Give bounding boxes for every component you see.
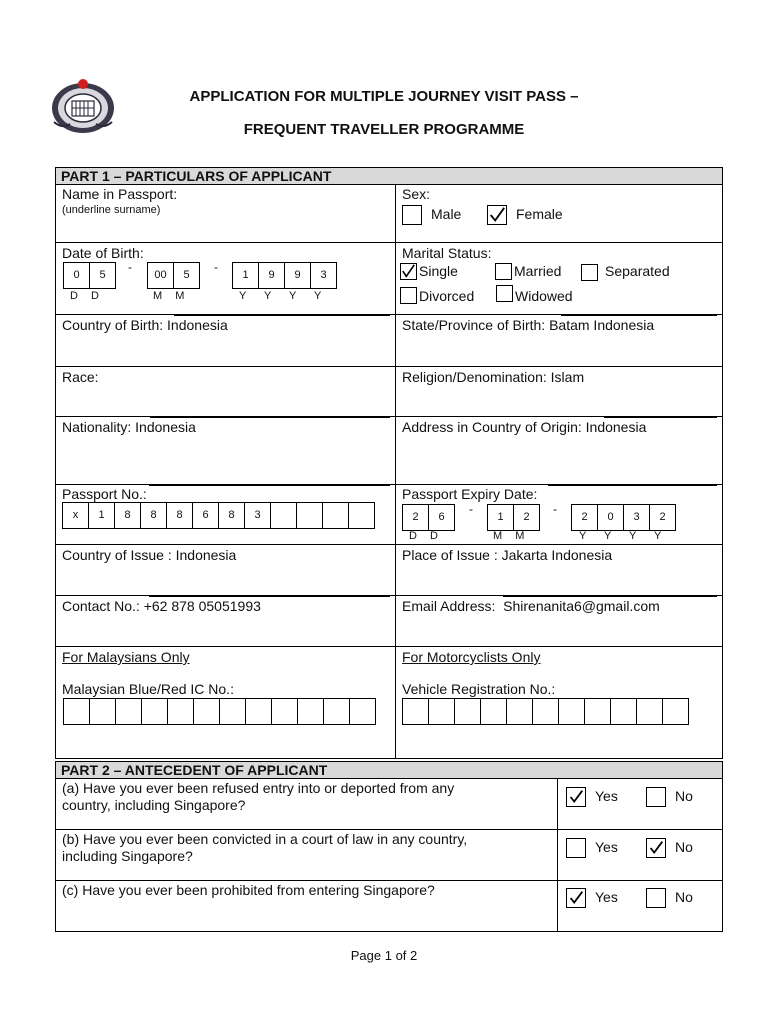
country-birth-label-text: Country of Birth: [62,317,164,333]
underline [548,485,717,486]
vehicle-char[interactable] [610,698,637,725]
question-c-no-label: No [675,889,693,905]
question-c-cell [56,881,558,932]
marital-single-checkbox[interactable] [400,263,417,280]
question-c-yes-label: Yes [595,889,618,905]
religion-value: Islam [550,369,585,385]
passport-char[interactable] [322,502,349,529]
contact-value: +62 878 05051993 [143,598,261,614]
address-label [402,419,646,435]
race-label: Race: [62,369,99,385]
expiry-label: Passport Expiry Date: [402,486,538,502]
email-label-text: Email Address: [402,598,496,614]
expiry-month-letters: M M [493,530,525,542]
issue-country-value: Indonesia [175,547,237,563]
sex-male-label: Male [431,206,462,222]
expiry-year-3[interactable]: 3 [623,504,650,531]
question-b-line2: including Singapore? [62,848,193,864]
expiry-year-1[interactable]: 2 [571,504,598,531]
name-cell[interactable] [56,185,396,243]
part1-header: PART 1 – PARTICULARS OF APPLICANT [56,168,723,185]
state-birth-cell[interactable] [396,315,723,367]
passport-char[interactable]: 3 [244,502,271,529]
ic-char[interactable] [245,698,272,725]
passport-char[interactable]: 6 [192,502,219,529]
underline [150,417,390,418]
ic-char[interactable] [141,698,168,725]
marital-separated-checkbox[interactable] [581,264,598,281]
vehicle-char[interactable] [558,698,585,725]
page-number: Page 1 of 2 [350,948,418,963]
issue-place-cell[interactable] [396,545,723,596]
passport-char[interactable]: 8 [218,502,245,529]
sex-female-checkbox[interactable] [487,205,507,225]
part2-table [55,761,723,932]
email-cell[interactable] [396,596,723,647]
dob-day-1[interactable]: 0 [63,262,90,289]
religion-label-text: Religion/Denomination: [402,369,547,385]
state-birth-value: Batam Indonesia [549,317,655,333]
ic-char[interactable] [89,698,116,725]
underline [149,596,390,597]
vehicle-reg-cell [396,647,723,759]
issue-country-cell[interactable] [56,545,396,596]
sex-cell [396,185,723,243]
dob-day-letters: D D [70,290,99,302]
question-a-no-label: No [675,788,693,804]
vehicle-char[interactable] [480,698,507,725]
date-separator: - [128,260,132,274]
check-icon [567,788,585,806]
issue-country-label-text: Country of Issue : [62,547,172,563]
passport-char[interactable]: 1 [88,502,115,529]
dob-year-4[interactable]: 3 [310,262,337,289]
email-value: Shirenanita6@gmail.com [503,598,660,614]
contact-label [62,598,261,614]
vehicle-number-boxes[interactable] [402,698,689,725]
ic-char[interactable] [297,698,324,725]
expiry-year-2[interactable]: 0 [597,504,624,531]
passport-char[interactable]: x [62,502,89,529]
question-b-no-label: No [675,839,693,855]
passport-char[interactable] [348,502,375,529]
dob-day-2[interactable]: 5 [89,262,116,289]
question-a-no-checkbox[interactable] [646,787,666,807]
expiry-month-2[interactable]: 2 [513,504,540,531]
question-c-line1: (c) Have you ever been prohibited from entering Singapore? [62,882,435,898]
part2-header: PART 2 – ANTECEDENT OF APPLICANT [56,762,723,779]
dob-year-3[interactable]: 9 [284,262,311,289]
state-birth-label-text: State/Province of Birth: [402,317,546,333]
nationality-label-text: Nationality: [62,419,132,435]
expiry-day-boxes[interactable] [402,504,455,531]
ic-char[interactable] [349,698,376,725]
expiry-day-letters: D D [409,530,438,542]
country-birth-value: Indonesia [167,317,228,333]
question-b-yes-checkbox[interactable] [566,838,586,858]
question-c-no-checkbox[interactable] [646,888,666,908]
issue-place-value: Jakarta Indonesia [501,547,613,563]
vehicle-char[interactable] [636,698,663,725]
dob-cell [56,243,396,315]
dob-month-letters: M M [153,290,185,302]
issue-place-label-text: Place of Issue : [402,547,498,563]
question-a-yes-checkbox[interactable] [566,787,586,807]
country-birth-label [62,317,228,333]
date-separator: - [214,260,218,274]
marital-married-label: Married [514,263,562,279]
question-c-yes-checkbox[interactable] [566,888,586,908]
vehicle-char[interactable] [506,698,533,725]
question-a-cell [56,779,558,830]
motorcyclists-only-label: For Motorcyclists Only [402,649,541,665]
dob-month-1[interactable]: 00 [147,262,174,289]
form-title-line1: APPLICATION FOR MULTIPLE JOURNEY VISIT PASS – [189,88,579,105]
date-separator: - [553,502,557,516]
ic-char[interactable] [193,698,220,725]
check-icon [567,889,585,907]
address-label-text: Address in Country of Origin: [402,419,582,435]
sex-male-checkbox[interactable] [402,205,422,225]
issue-country-label [62,547,236,563]
dob-year-boxes[interactable] [232,262,337,289]
vehicle-char[interactable] [584,698,611,725]
passport-char[interactable]: 8 [140,502,167,529]
malaysians-only-label: For Malaysians Only [62,649,190,665]
marital-widowed-label: Widowed [515,288,573,304]
marital-married-checkbox[interactable] [495,263,512,280]
vehicle-label: Vehicle Registration No.: [402,681,556,697]
underline [174,315,390,316]
nationality-cell[interactable] [56,417,396,485]
marital-divorced-checkbox[interactable] [400,287,417,304]
issue-place-label [402,547,612,563]
expiry-month-1[interactable]: 1 [487,504,514,531]
expiry-day-2[interactable]: 6 [428,504,455,531]
passport-char[interactable]: 8 [166,502,193,529]
underline [604,417,717,418]
ic-char[interactable] [271,698,298,725]
question-b-cell [56,830,558,881]
passport-char[interactable]: 8 [114,502,141,529]
marital-divorced-label: Divorced [419,288,475,304]
malaysian-ic-cell [56,647,396,759]
contact-cell[interactable] [56,596,396,647]
contact-label-text: Contact No.: [62,598,140,614]
passport-char[interactable] [270,502,297,529]
sex-female-label: Female [516,206,563,222]
form-title-line2: FREQUENT TRAVELLER PROGRAMME [243,121,525,138]
ic-char[interactable] [63,698,90,725]
vehicle-char[interactable] [454,698,481,725]
dob-year-2[interactable]: 9 [258,262,285,289]
dob-label: Date of Birth: [62,245,144,261]
dob-day-boxes[interactable] [63,262,116,289]
question-a-yes-label: Yes [595,788,618,804]
vehicle-char[interactable] [532,698,559,725]
check-icon [401,264,416,279]
vehicle-char[interactable] [428,698,455,725]
expiry-day-1[interactable]: 2 [402,504,429,531]
race-cell[interactable] [56,367,396,417]
date-separator: - [469,502,473,516]
answer-b-cell [558,830,723,881]
country-birth-cell[interactable] [56,315,396,367]
address-value: Indonesia [585,419,647,435]
nationality-label [62,419,196,435]
check-icon [488,206,506,224]
answer-c-cell [558,881,723,932]
expiry-cell [396,485,723,545]
underline [149,485,390,486]
expiry-year-4[interactable]: 2 [649,504,676,531]
answer-a-cell [558,779,723,830]
address-cell[interactable] [396,417,723,485]
ic-char[interactable] [323,698,350,725]
underline [561,315,717,316]
dob-year-1[interactable]: 1 [232,262,259,289]
vehicle-char[interactable] [662,698,689,725]
question-a-line1: (a) Have you ever been refused entry into or deported from any [62,780,455,796]
nationality-value: Indonesia [135,419,196,435]
ic-label: Malaysian Blue/Red IC No.: [62,681,234,697]
state-birth-label [402,317,654,333]
marital-cell [396,243,723,315]
vehicle-char[interactable] [402,698,429,725]
name-hint: (underline surname) [62,204,161,216]
passport-cell [56,485,396,545]
part1-table [55,167,723,759]
sex-label: Sex: [402,186,431,202]
ic-char[interactable] [167,698,194,725]
expiry-year-letters: Y Y Y Y [579,530,662,542]
passport-char[interactable] [296,502,323,529]
question-b-no-checkbox[interactable] [646,838,666,858]
dob-year-letters: Y Y Y Y [239,290,322,302]
ic-number-boxes[interactable] [63,698,376,725]
religion-label [402,369,584,385]
dob-month-boxes[interactable] [147,262,200,289]
marital-single-label: Single [419,263,458,279]
passport-label: Passport No.: [62,486,147,502]
passport-number-boxes[interactable] [62,502,375,529]
question-b-yes-label: Yes [595,839,618,855]
marital-widowed-checkbox[interactable] [496,285,513,302]
ic-char[interactable] [115,698,142,725]
name-label: Name in Passport: [62,186,178,202]
underline [503,596,717,597]
religion-cell[interactable] [396,367,723,417]
marital-label: Marital Status: [402,245,492,261]
check-icon [647,839,665,857]
dob-month-2[interactable]: 5 [173,262,200,289]
marital-separated-label: Separated [605,263,670,279]
ic-char[interactable] [219,698,246,725]
question-a-line2: country, including Singapore? [62,797,246,813]
expiry-month-boxes[interactable] [487,504,540,531]
expiry-year-boxes[interactable] [571,504,676,531]
question-b-line1: (b) Have you ever been convicted in a court of law in any country, [62,831,468,847]
email-label [402,598,660,614]
